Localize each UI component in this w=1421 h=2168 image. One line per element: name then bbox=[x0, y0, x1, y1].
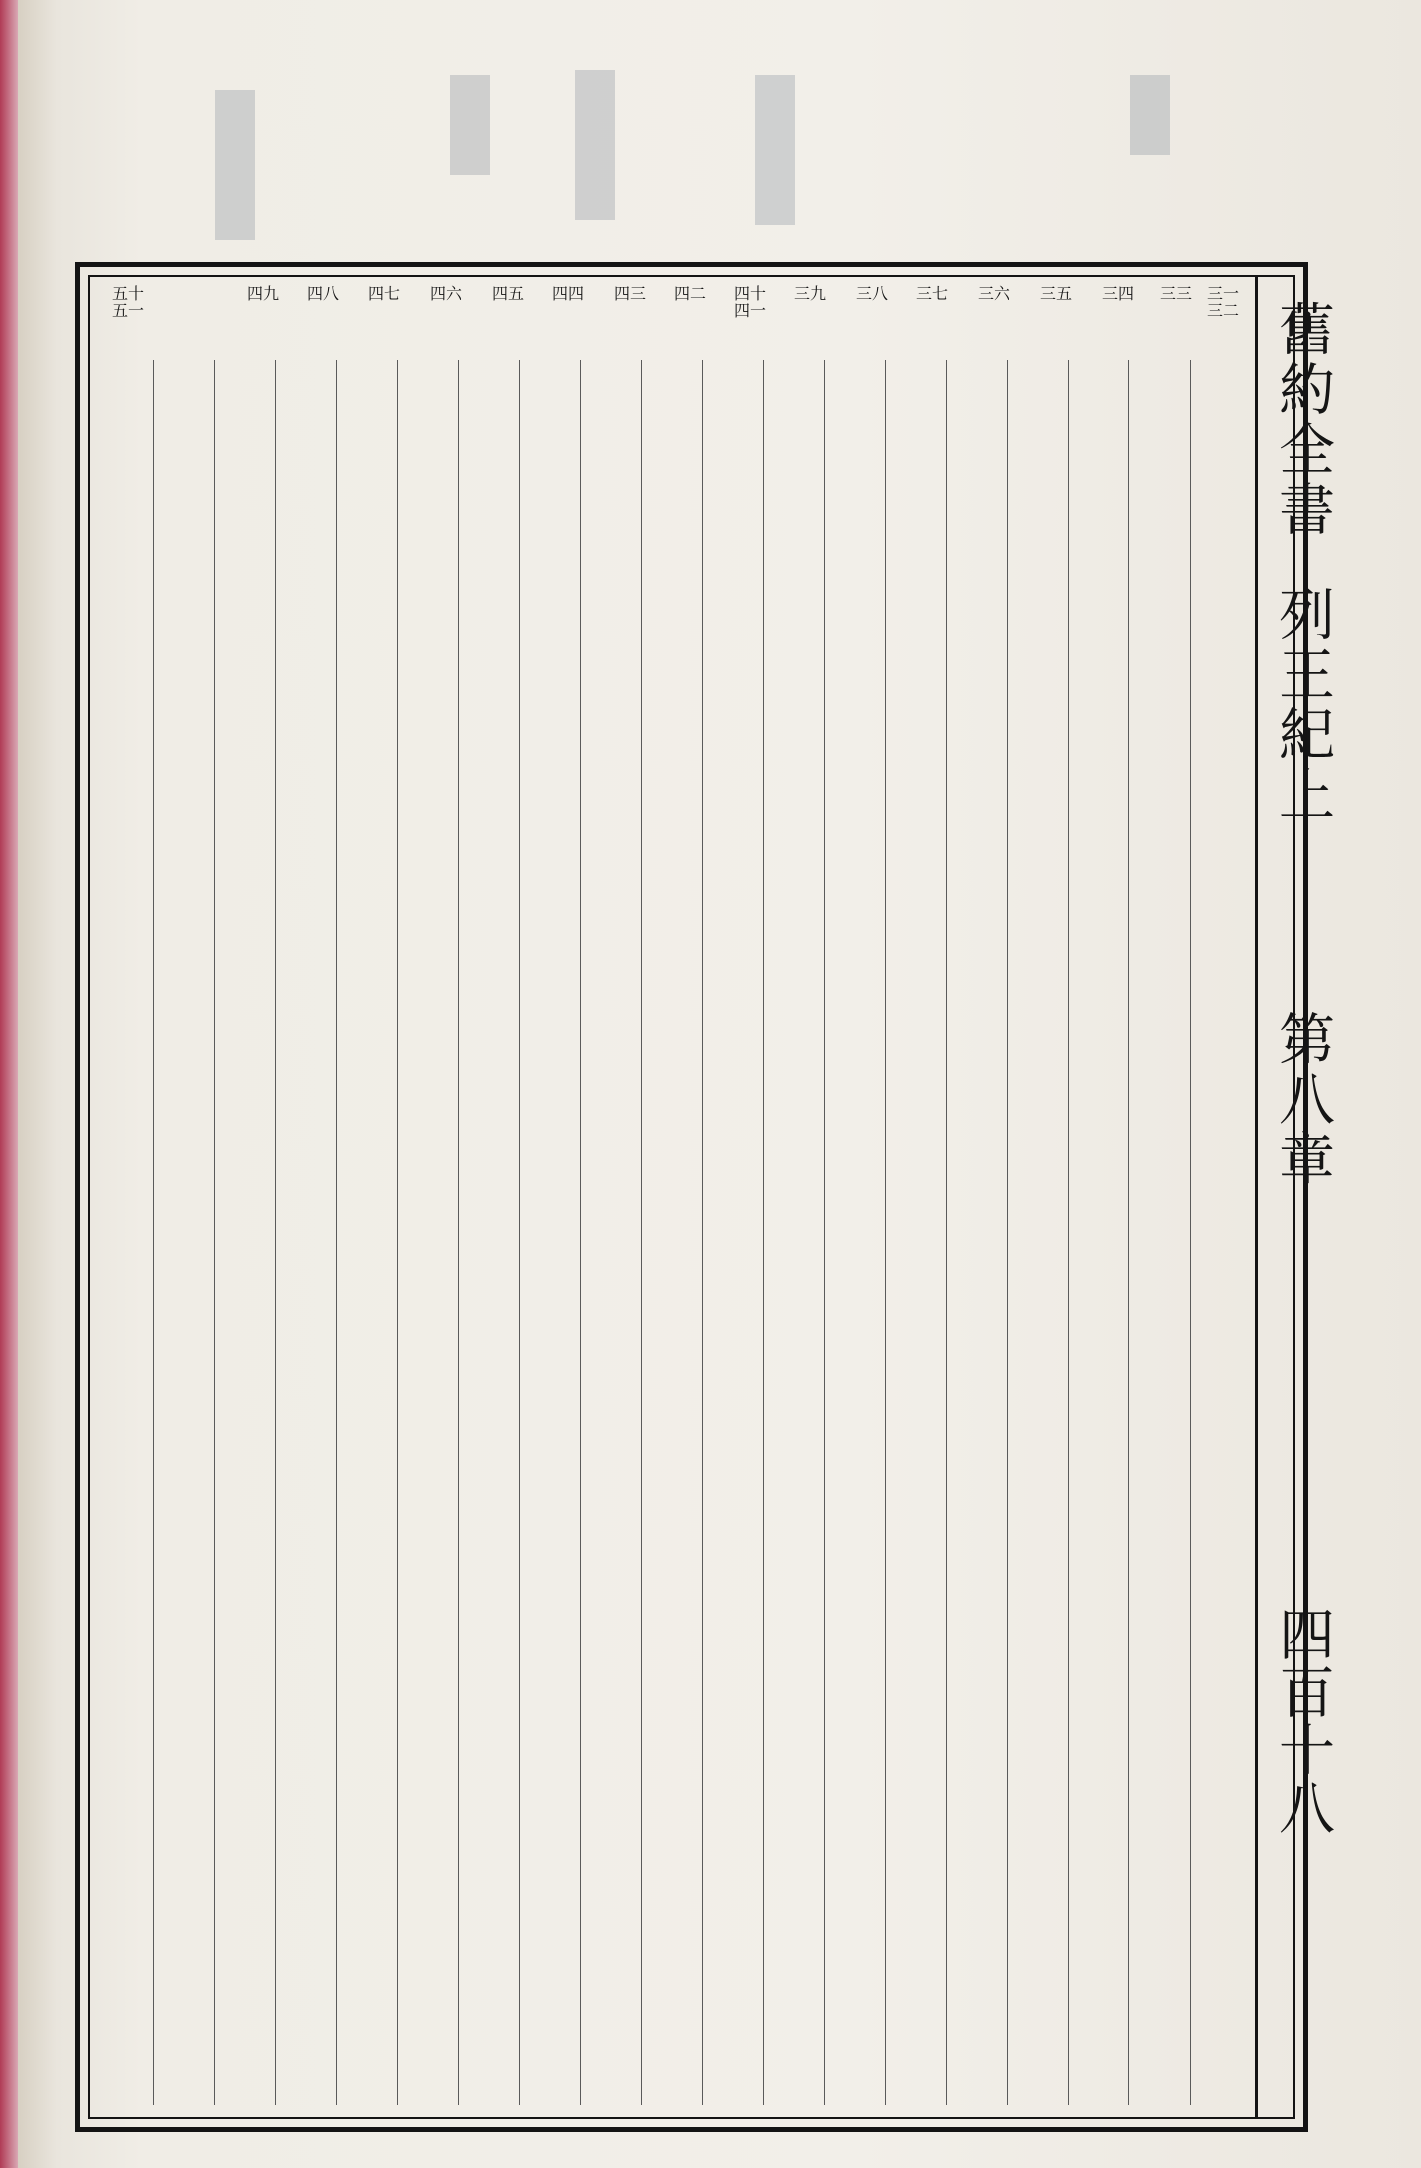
verse-number: 三五 bbox=[1039, 284, 1072, 303]
column-divider bbox=[214, 360, 215, 2105]
verse-number: 三三 bbox=[1159, 284, 1192, 303]
verse-number: 四四 bbox=[551, 284, 584, 303]
verse-number: 四五 bbox=[491, 284, 524, 303]
verse-number: 四八 bbox=[306, 284, 339, 303]
text-frame-inner bbox=[88, 275, 1295, 2119]
column-divider bbox=[1190, 360, 1191, 2105]
page-number: 四百十八 bbox=[1270, 1605, 1335, 1837]
verse-number: 四六 bbox=[429, 284, 462, 303]
column-divider bbox=[519, 360, 520, 2105]
verse-number: 四三 bbox=[613, 284, 646, 303]
verse-number: 三四 bbox=[1101, 284, 1134, 303]
verse-number: 四九 bbox=[246, 284, 279, 303]
column-divider bbox=[885, 360, 886, 2105]
column-divider bbox=[946, 360, 947, 2105]
verse-number: 四七 bbox=[367, 284, 400, 303]
verse-number: 三七 bbox=[915, 284, 948, 303]
chapter-label: 第八章 bbox=[1270, 1010, 1335, 1190]
verse-number: 三八 bbox=[855, 284, 888, 303]
header-divider bbox=[1255, 275, 1258, 2119]
bleed-through-mark bbox=[450, 75, 490, 175]
verse-number-strip bbox=[100, 285, 1250, 355]
column-divider bbox=[153, 360, 154, 2105]
verse-number: 四十 四一 bbox=[733, 284, 766, 320]
binding-edge bbox=[0, 0, 18, 2168]
column-divider bbox=[824, 360, 825, 2105]
column-divider bbox=[336, 360, 337, 2105]
column-divider bbox=[763, 360, 764, 2105]
bleed-through-mark bbox=[1130, 75, 1170, 155]
column-divider bbox=[641, 360, 642, 2105]
column-divider bbox=[1007, 360, 1008, 2105]
verse-number: 五十 五一 bbox=[111, 284, 144, 320]
bleed-through-mark bbox=[575, 70, 615, 220]
book-title: 舊約全書 bbox=[1270, 300, 1335, 540]
verse-number: 三一 三二 bbox=[1206, 284, 1239, 320]
bleed-through-mark bbox=[215, 90, 255, 240]
column-divider bbox=[275, 360, 276, 2105]
column-divider bbox=[458, 360, 459, 2105]
column-divider bbox=[702, 360, 703, 2105]
column-divider bbox=[580, 360, 581, 2105]
verse-number: 三六 bbox=[977, 284, 1010, 303]
bleed-through-mark bbox=[755, 75, 795, 225]
verse-number: 四二 bbox=[673, 284, 706, 303]
verse-number: 三九 bbox=[793, 284, 826, 303]
column-divider bbox=[1128, 360, 1129, 2105]
column-divider bbox=[397, 360, 398, 2105]
column-divider bbox=[1068, 360, 1069, 2105]
book-name: 列王紀上 bbox=[1270, 585, 1335, 825]
